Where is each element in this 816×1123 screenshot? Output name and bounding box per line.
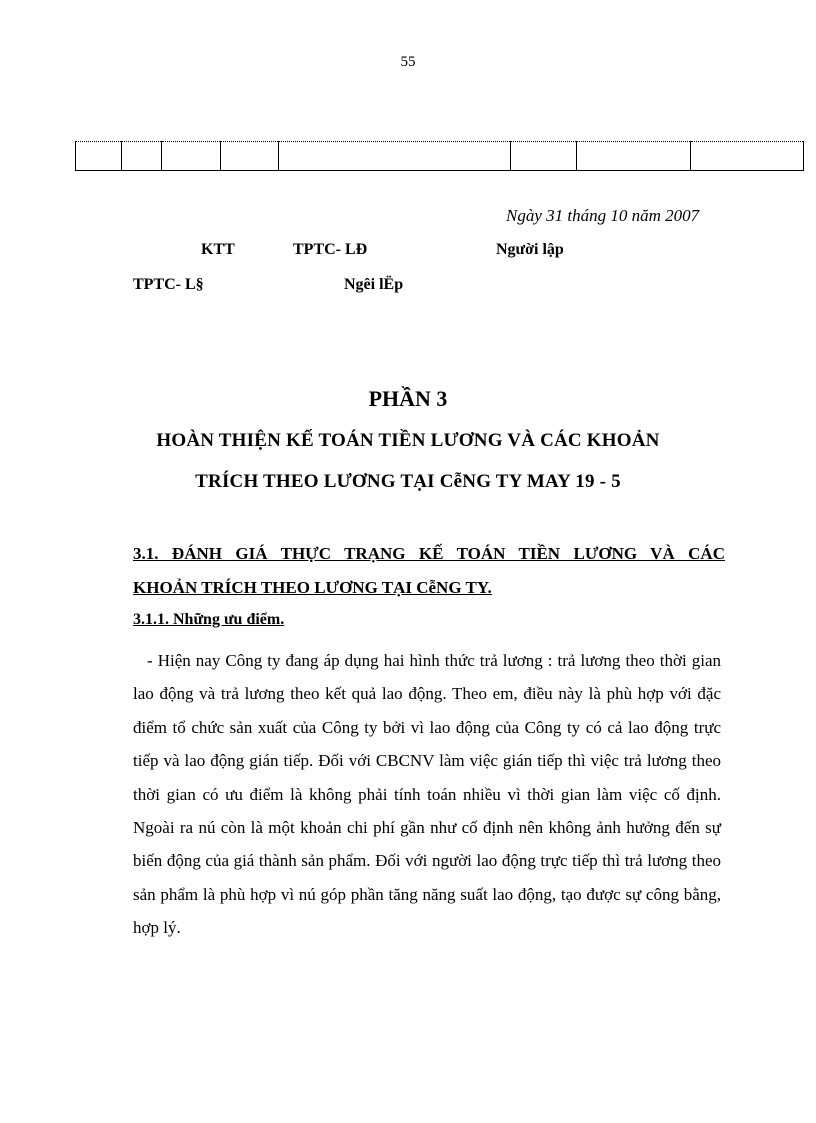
table-cell (162, 142, 221, 171)
part-subtitle-line-1: HOÀN THIỆN KẾ TOÁN TIỀN LƯƠNG VÀ CÁC KHOẢN (156, 430, 660, 451)
table-cell (691, 142, 804, 171)
signature-nguoi-lap-garbled: Ngêi lËp (344, 276, 404, 293)
table-cell (76, 142, 122, 171)
table-cell (279, 142, 511, 171)
subsection-heading: 3.1.1. Những ưu điểm. (133, 611, 285, 628)
signature-date: Ngày 31 tháng 10 năm 2007 (506, 206, 700, 225)
table-cell (221, 142, 279, 171)
table-cell (511, 142, 577, 171)
signature-tptc-ls: TPTC- L§ (133, 276, 204, 293)
signature-tptc-ld: TPTC- LĐ (293, 241, 368, 258)
part-subtitle-line-2: TRÍCH THEO LƯƠNG TẠI CễNG TY MAY 19 - 5 (195, 471, 621, 492)
signature-ktt: KTT (201, 241, 235, 258)
page-number: 55 (400, 54, 416, 70)
table-cell (577, 142, 691, 171)
body-paragraph: - Hiện nay Công ty đang áp dụng hai hình thức trả lương : trả lương theo thời gian lao động và trả lương theo kết quả lao động. Theo em, điều này là phù hợp với đặc điểm tổ chức sản xuất của Công ty bởi vì lao động của Công ty có cả lao động trực tiếp và lao động gián tiếp. Đối với CBCNV làm việc gián tiếp thì việc trả lương theo thời gian có ưu điểm là không phải tính toán nhiều vì thời gian làm việc cố định. Ngoài ra nú còn là một khoản chi phí gần như cố định nên không ảnh hưởng đến sự biến động của giá thành sản phẩm. Đối với người lao động trực tiếp thì trả lương theo sản phẩm là phù hợp vì nú góp phần tăng năng suất lao động, tạo được sự công bằng, hợp lý. (133, 651, 721, 938)
section-heading-line-2: KHOẢN TRÍCH THEO LƯƠNG TẠI CễNG TY. (133, 578, 492, 597)
table-cell (122, 142, 162, 171)
signature-nguoi-lap: Người lập (496, 241, 564, 258)
part-title: PHẦN 3 (368, 386, 448, 411)
table-fragment (75, 141, 804, 171)
section-heading-line-1: 3.1. ĐÁNH GIÁ THỰC TRẠNG KẾ TOÁN TIỀN LƯƠNG VÀ CÁC (133, 544, 725, 563)
table-row (76, 142, 804, 171)
